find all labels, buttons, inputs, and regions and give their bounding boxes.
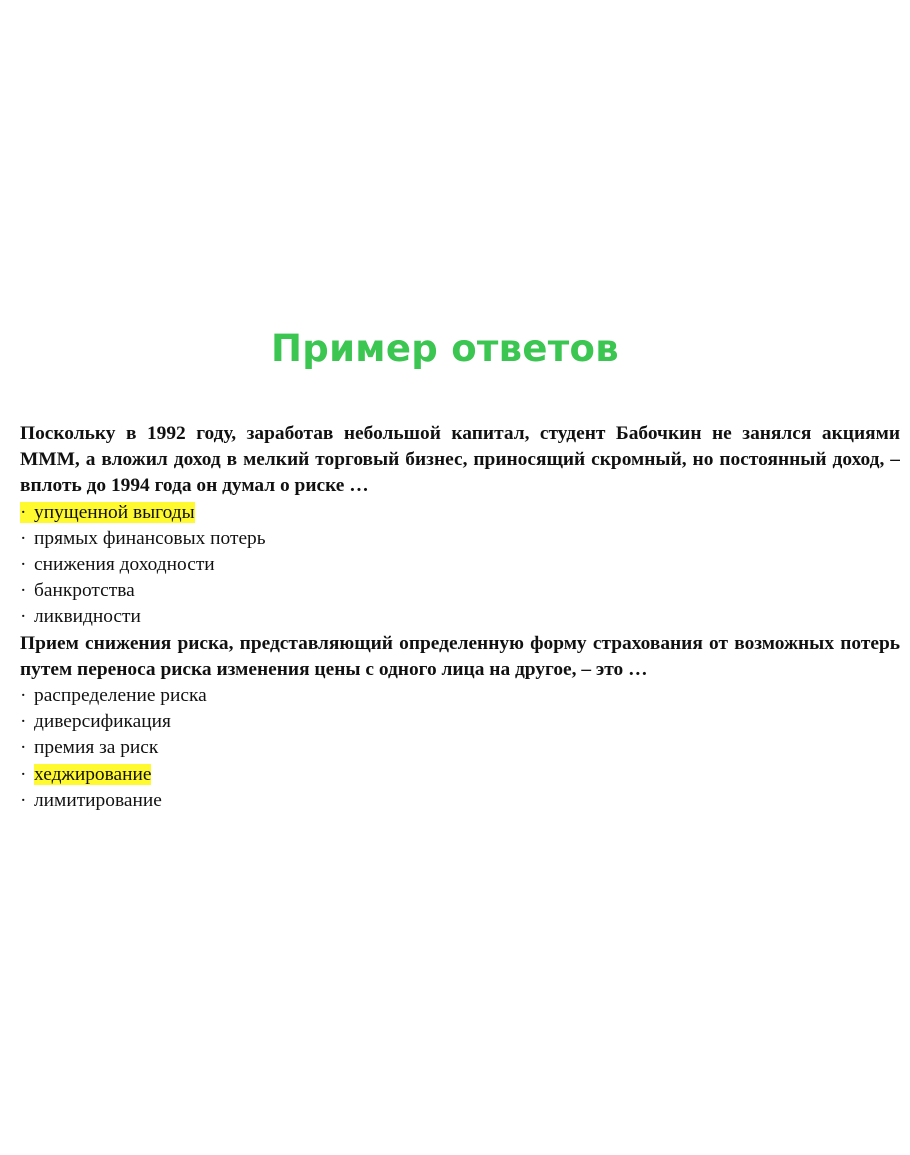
quiz-content xyxy=(20,421,900,828)
option-label: распределение риска xyxy=(34,685,207,707)
option-label: лимитирование xyxy=(34,789,162,811)
option-label: банкротства xyxy=(34,580,135,602)
question-2-option-4 xyxy=(20,762,900,788)
option-label: премия за риск xyxy=(34,737,159,759)
option-label: хеджирование xyxy=(34,763,152,785)
option-label: прямых финансовых потерь xyxy=(34,527,266,549)
question-2-text: Прием снижения риска, представляющий определенную форму страхования от возможных потерь путем переноса риска изменения цены с одного лица на другое, – это … xyxy=(20,632,900,680)
bullet-icon: · xyxy=(20,606,27,628)
option-label: снижения доходности xyxy=(34,554,215,576)
highlight-mark xyxy=(34,764,151,785)
question-2-option-5 xyxy=(20,788,900,814)
option-label: упущенной выгоды xyxy=(34,501,195,523)
question-1-option-3 xyxy=(20,552,900,578)
bullet-icon: · xyxy=(20,737,27,759)
question-2-option-3 xyxy=(20,735,900,761)
question-1-option-1 xyxy=(20,500,900,526)
question-2-option-2 xyxy=(20,709,900,735)
question-1-option-2 xyxy=(20,526,900,552)
option-label: диверсификация xyxy=(34,711,171,733)
option-label: ликвидности xyxy=(34,606,141,628)
bullet-icon: · xyxy=(20,711,27,733)
bullet-icon: · xyxy=(20,501,27,523)
bullet-icon: · xyxy=(20,527,27,549)
bullet-icon: · xyxy=(20,789,27,811)
bullet-icon: · xyxy=(20,763,27,785)
bullet-icon: · xyxy=(20,580,27,602)
bullet-icon: · xyxy=(20,685,27,707)
bullet-icon: · xyxy=(20,554,27,576)
question-1-option-5 xyxy=(20,604,900,630)
page-title: Пример ответов xyxy=(271,327,619,370)
question-1-text: Поскольку в 1992 году, заработав небольшой капитал, студент Бабочкин не занялся акциями МММ, а вложил доход в мелкий торговый бизнес, приносящий скромный, но постоянный доход, – вплоть до 1994 года он думал о риске … xyxy=(20,423,900,497)
question-2-option-1 xyxy=(20,683,900,709)
question-1-option-4 xyxy=(20,578,900,604)
highlight-mark xyxy=(20,502,195,523)
